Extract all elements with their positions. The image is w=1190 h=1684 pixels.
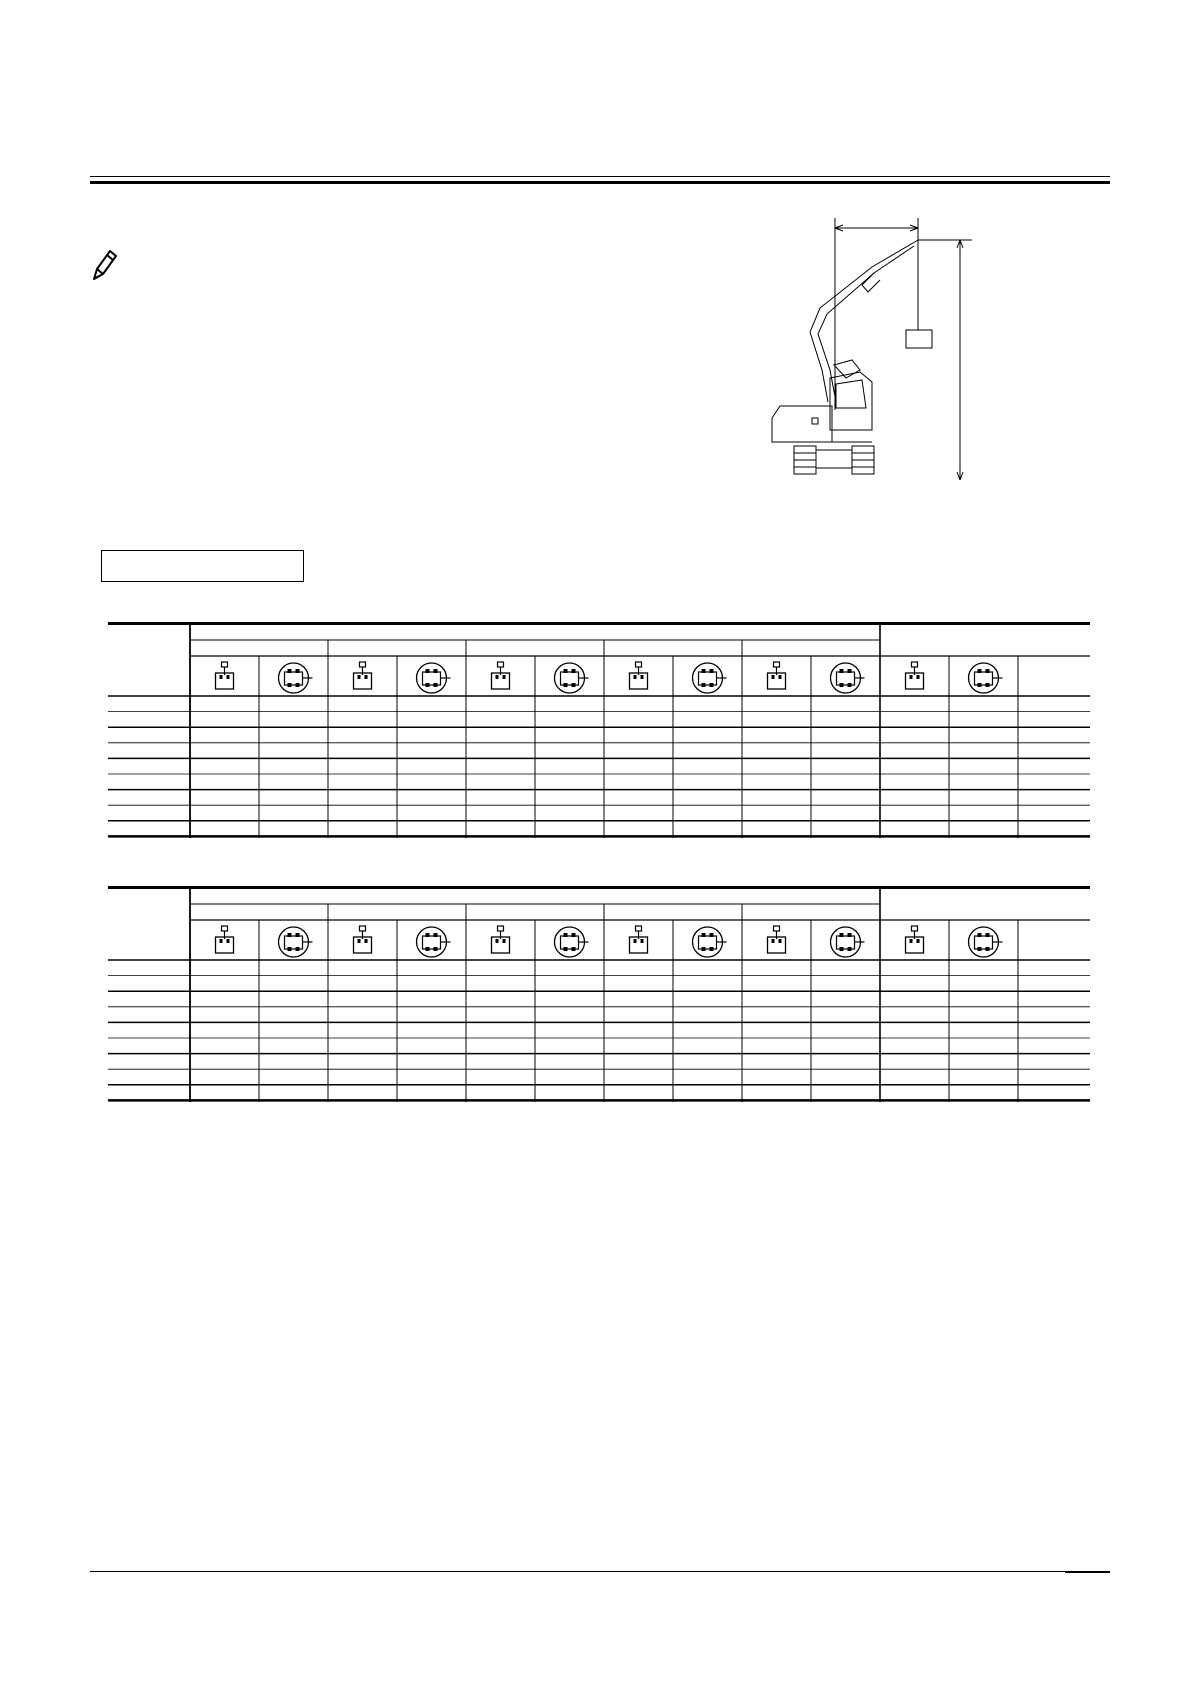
header-rule-thick (90, 181, 1110, 184)
table-grid (108, 886, 1090, 1102)
excavator-lifting-diagram (750, 210, 980, 485)
section-label-box (101, 550, 304, 582)
table-grid (108, 622, 1090, 838)
pencil-note-icon (88, 247, 118, 283)
load-direction-icons (216, 662, 1003, 693)
lift-capacity-table-1 (108, 622, 1090, 838)
footer-rule (90, 1571, 1110, 1572)
load-direction-icons (216, 926, 1003, 957)
header-rule-thin (90, 176, 1110, 177)
footer-rule-accent (1065, 1571, 1110, 1573)
lift-capacity-table-2 (108, 886, 1090, 1102)
